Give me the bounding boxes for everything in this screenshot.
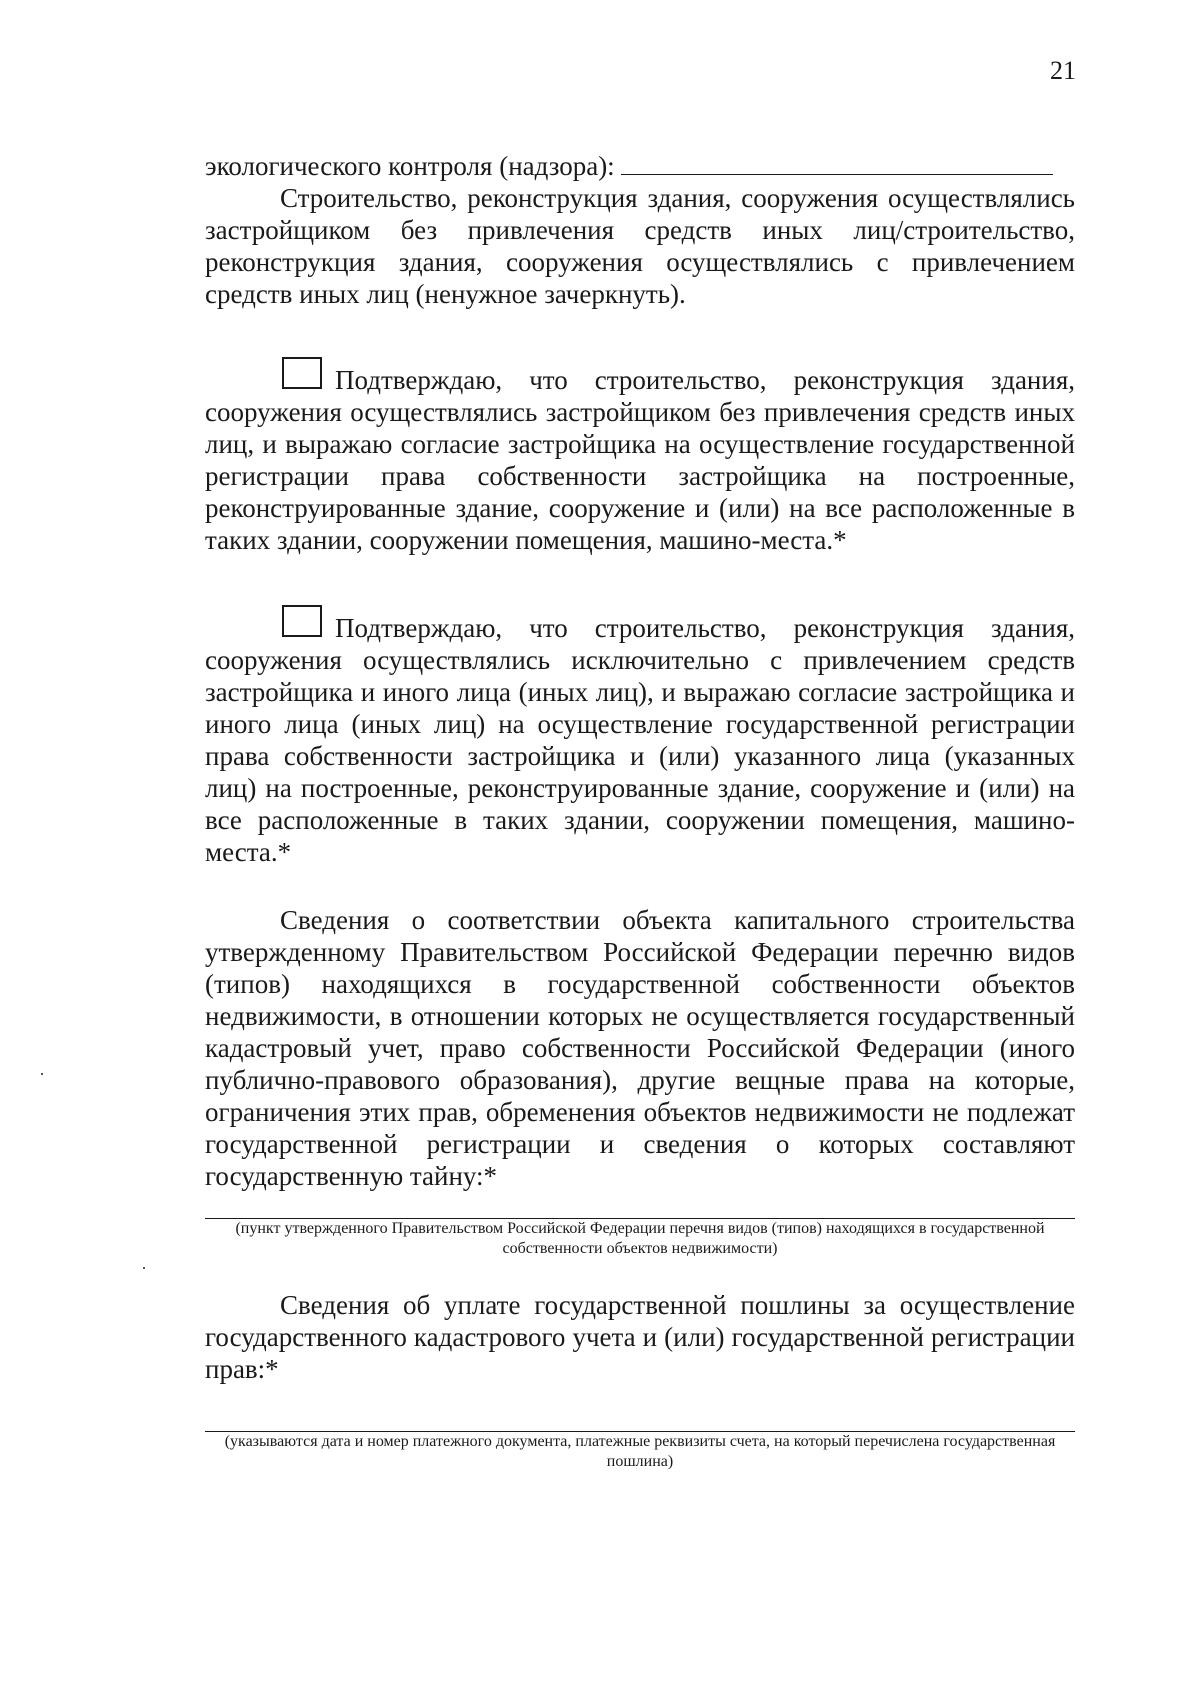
ecological-control-label: экологического контроля (надзора): xyxy=(205,151,615,181)
ecological-control-line xyxy=(205,150,1075,182)
confirm-without-checkbox[interactable] xyxy=(282,357,322,389)
page-number: 21 xyxy=(1050,56,1076,85)
fee-info-paragraph: Сведения об уплате государственной пошлины за осуществление государственного кадастрового учета и (или) государственной регистрации прав:* xyxy=(205,1290,1075,1384)
fee-info-caption: (указываются дата и номер платежного документа, платежные реквизиты счета, на который перечислена государственная пошлина) xyxy=(224,1433,1056,1470)
scan-speck xyxy=(143,1267,145,1269)
ecological-control-field[interactable] xyxy=(621,150,1053,175)
scan-speck xyxy=(41,1073,43,1075)
confirm-with-checkbox[interactable] xyxy=(282,605,322,637)
confirm-without-text: Подтверждаю, что строительство, реконструкция здания, сооружения осуществлялись застройщиком без привлечения средств иных лиц, и выражаю согласие застройщика на осуществление государственной регистрации права собственности застройщика на построенные, реконструированные здание, сооружение и (или) на все расположенные в таких здании, сооружении помещения, машино-места.* xyxy=(205,365,1075,555)
confirm-with-paragraph xyxy=(205,612,1075,868)
confirm-with-text: Подтверждаю, что строительство, реконструкция здания, сооружения осуществлялись исключительно с привлечением средств застройщика и иного лица (иных лиц), и выражаю согласие застройщика и иного лица (иных лиц) на осуществление государственной регистрации права собственности застройщика и (или) указанного лица (указанных лиц) на построенные, реконструированные здание, сооружение и (или) на все расположенные в таких здании, сооружении помещения, машино-места.* xyxy=(205,613,1075,867)
secret-info-paragraph: Сведения о соответствии объекта капитального строительства утвержденному Правительством Российской Федерации перечню видов (типов) находящихся в государственной собственности объектов недвижимости, в отношении которых не осуществляется государственный кадастровый учет, право собственности Российской Федерации (иного публично-правового образования), другие вещные права на которые, ограничения этих прав, обременения объектов недвижимости не подлежат государственной регистрации и сведения о которых составляют государственную тайну:* xyxy=(205,905,1075,1191)
document-body xyxy=(205,150,1075,1472)
confirm-without-paragraph xyxy=(205,364,1075,556)
construction-paragraph: Строительство, реконструкция здания, сооружения осуществлялись застройщиком без привлечения средств иных лиц/строительство, реконструкция здания, сооружения осуществлялись с привлечением средств иных лиц (ненужное зачеркнуть). xyxy=(205,183,1075,309)
secret-info-caption: (пункт утвержденного Правительством Российской Федерации перечня видов (типов) находящихся в государственной собственности объектов недвижимости) xyxy=(235,1220,1045,1257)
